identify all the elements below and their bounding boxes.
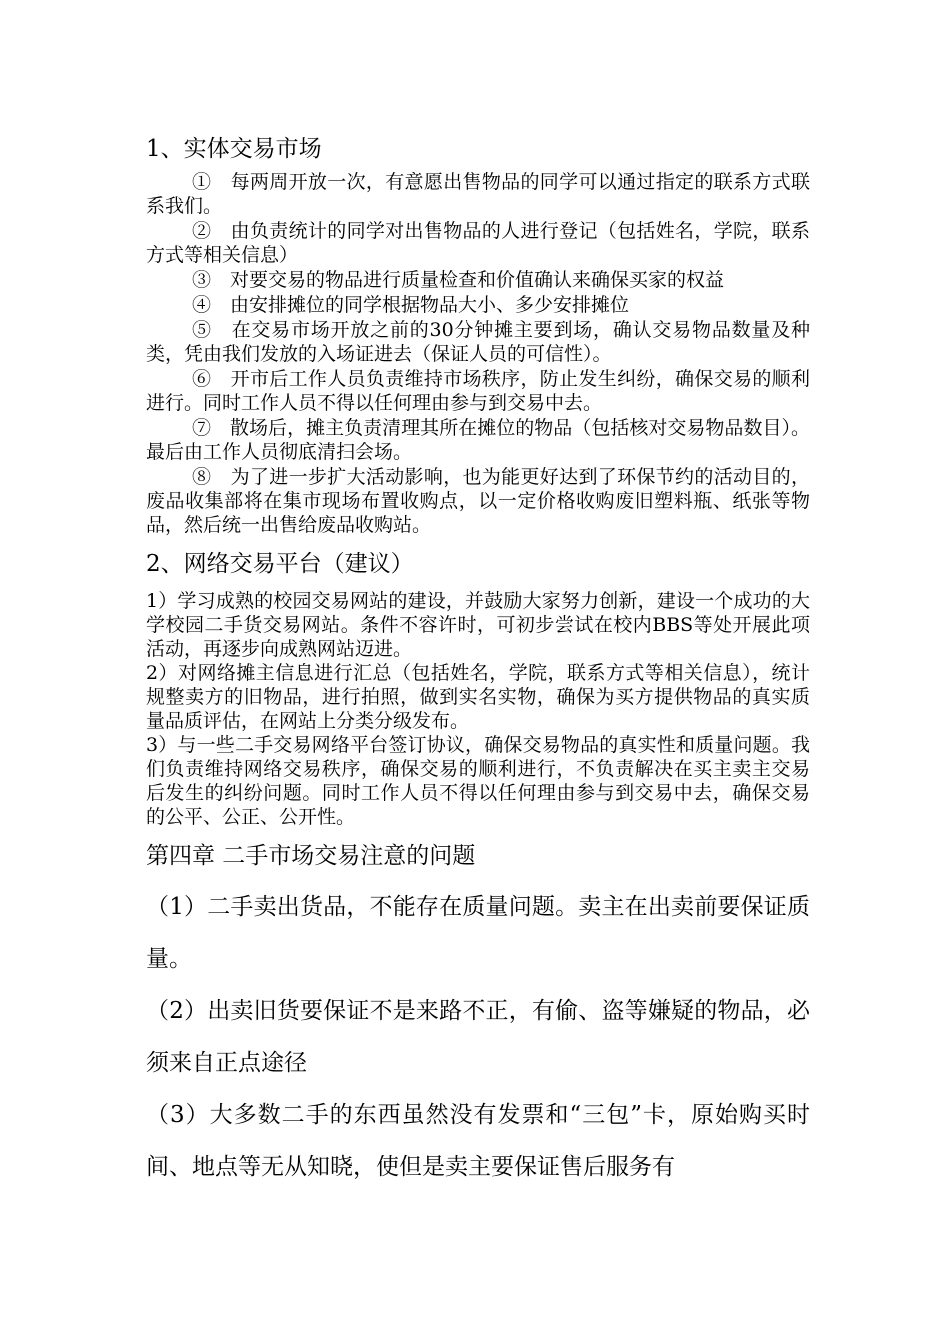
section1-item-8: ⑧ 为了进一步扩大活动影响，也为能更好达到了环保节约的活动目的，废品收集部将在集市现场布置收购点，以一定价格收购废旧塑料瓶、纸张等物品，然后统一出售给废品收购站。 [146, 466, 810, 536]
section1-list [146, 170, 810, 537]
section1-item-1: ① 每两周开放一次，有意愿出售物品的同学可以通过指定的联系方式联系我们。 [146, 171, 810, 217]
section1-heading: 1、实体交易市场 [146, 136, 322, 162]
section1-item-6: ⑥ 开市后工作人员负责维持市场秩序，防止发生纠纷，确保交易的顺利进行。同时工作人员不得以任何理由参与到交易中去。 [146, 368, 810, 414]
section2-item-1: 1）学习成熟的校园交易网站的建设，并鼓励大家努力创新，建设一个成功的大学校园二手货交易网站。条件不容许时，可初步尝试在校内BBS等处开展此项活动，再逐步向成熟网站迈进。 [146, 590, 810, 660]
section1-item-5: ⑤ 在交易市场开放之前的30分钟摊主要到场，确认交易物品数量及种类，凭由我们发放的入场证进去（保证人员的可信性）。 [146, 319, 810, 365]
section2-item-2: 2）对网络摊主信息进行汇总（包括姓名，学院，联系方式等相关信息），统计规整卖方的旧物品，进行拍照，做到实名实物，确保为买方提供物品的真实质量品质评估，在网站上分类分级发布。 [146, 662, 810, 732]
chapter4-item-3: （3）大多数二手的东西虽然没有发票和“三包”卡，原始购买时间、地点等无从知晓，使但是卖主要保证售后服务有 [146, 1102, 810, 1180]
section1-item-2: ② 由负责统计的同学对出售物品的人进行登记（包括姓名，学院，联系方式等相关信息） [146, 220, 810, 266]
section2-item-3: 3）与一些二手交易网络平台签订协议，确保交易物品的真实性和质量问题。我们负责维持网络交易秩序，确保交易的顺利进行，不负责解决在买主卖主交易后发生的纠纷问题。同时工作人员不得以任何理由参与到交易中去，确保交易的公平、公正、公开性。 [146, 734, 810, 828]
chapter4-heading: 第四章 二手市场交易注意的问题 [146, 843, 476, 869]
chapter4-list [146, 881, 810, 1193]
chapter4-item-2: （2）出卖旧货要保证不是来路不正，有偷、盗等嫌疑的物品，必须来自正点途径 [146, 998, 810, 1076]
section1-item-4: ④ 由安排摊位的同学根据物品大小、多少安排摊位 [192, 294, 630, 316]
section2-heading: 2、网络交易平台（建议） [146, 551, 414, 577]
chapter4-item-1: （1）二手卖出货品，不能存在质量问题。卖主在出卖前要保证质量。 [146, 894, 810, 972]
section2-list [146, 589, 810, 829]
document-body [146, 132, 810, 1193]
section1-item-7: ⑦ 散场后，摊主负责清理其所在摊位的物品（包括核对交易物品数目）。最后由工作人员彻底清扫会场。 [146, 417, 810, 463]
section1-item-3: ③ 对要交易的物品进行质量检查和价值确认来确保买家的权益 [192, 269, 725, 291]
